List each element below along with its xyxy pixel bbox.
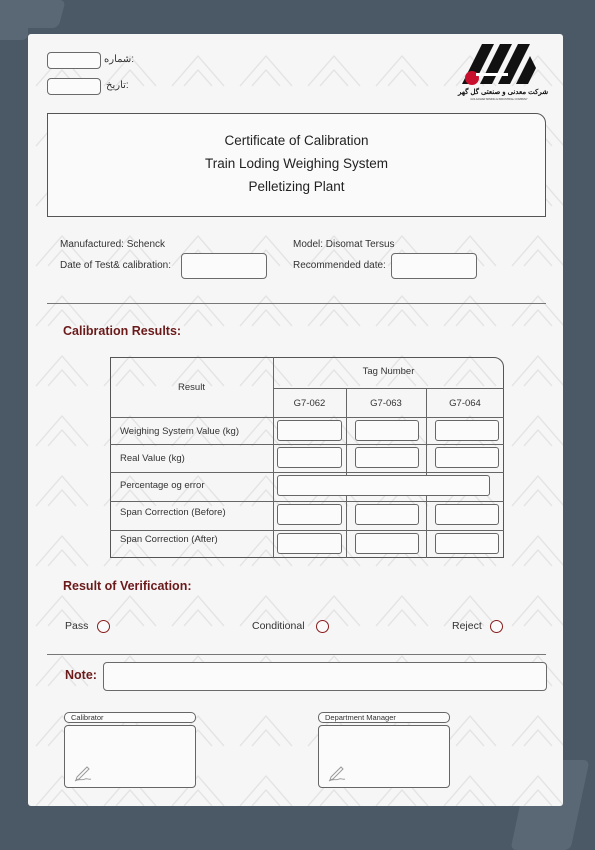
input-weighing-g7-063[interactable] (355, 420, 419, 441)
logo-mark-icon (458, 40, 540, 90)
note-field[interactable] (103, 662, 547, 691)
signature-pen-icon (327, 762, 347, 782)
conditional-radio[interactable] (316, 620, 329, 633)
conditional-label: Conditional (252, 620, 305, 632)
recommended-date-field[interactable] (391, 253, 477, 279)
input-span-before-g7-062[interactable] (277, 504, 342, 525)
certificate-page (28, 34, 563, 806)
tag-g7-063: G7-063 (370, 398, 402, 409)
input-weighing-g7-062[interactable] (277, 420, 342, 441)
pass-label: Pass (65, 620, 89, 632)
table-grid (110, 530, 504, 531)
title-line-1: Certificate of Calibration (224, 133, 369, 148)
logo-text: شرکت معدنی و صنعتی گل گهر (458, 89, 549, 96)
number-label: شماره: (104, 54, 135, 65)
note-label: Note: (65, 668, 97, 682)
reject-radio[interactable] (490, 620, 503, 633)
test-date-label: Date of Test& calibration: (60, 260, 171, 271)
row-percentage-error: Percentage og error (120, 480, 205, 491)
row-span-correction-before: Span Correction (Before) (120, 507, 226, 518)
input-span-before-g7-064[interactable] (435, 504, 499, 525)
reject-label: Reject (452, 620, 482, 632)
verification-heading: Result of Verification: (63, 579, 192, 593)
divider (47, 654, 546, 655)
row-weighing-system-value: Weighing System Value (kg) (120, 426, 239, 437)
tag-g7-062: G7-062 (293, 398, 326, 409)
table-grid (110, 444, 504, 445)
test-date-field[interactable] (181, 253, 267, 279)
date-label: تاریخ: (106, 80, 129, 91)
recommended-date-label: Recommended date: (293, 260, 386, 271)
company-logo (458, 40, 549, 102)
input-span-after-g7-063[interactable] (355, 533, 419, 554)
input-weighing-g7-064[interactable] (435, 420, 499, 441)
table-grid (110, 501, 504, 502)
table-grid (273, 388, 504, 389)
manufacturer-text: Manufactured: Schenck (60, 239, 166, 250)
title-line-3: Pelletizing Plant (248, 179, 345, 194)
number-field[interactable] (47, 52, 101, 69)
calibrator-label: Calibrator (64, 712, 196, 723)
table-grid (110, 417, 504, 418)
logo-subtext: GOLGOHAR MINING & INDUSTRIAL COMPANY (470, 98, 528, 101)
background-shape (8, 0, 66, 28)
title-block (47, 113, 546, 217)
manager-label: Department Manager (318, 712, 450, 723)
row-span-correction-after: Span Correction (After) (120, 534, 218, 545)
tag-g7-064: G7-064 (449, 398, 481, 409)
pass-radio[interactable] (97, 620, 110, 633)
signature-pen-icon (73, 762, 93, 782)
tag-number-header: Tag Number (362, 366, 415, 377)
input-percentage-error[interactable] (277, 475, 490, 496)
table-grid (426, 388, 427, 558)
calibration-results-heading: Calibration Results: (63, 324, 182, 338)
title-line-2: Train Loding Weighing System (204, 156, 389, 171)
row-real-value: Real Value (kg) (120, 453, 185, 464)
input-span-after-g7-064[interactable] (435, 533, 499, 554)
date-field[interactable] (47, 78, 101, 95)
table-grid (346, 388, 347, 558)
result-header: Result (178, 382, 205, 393)
input-real-g7-063[interactable] (355, 447, 419, 468)
input-span-after-g7-062[interactable] (277, 533, 342, 554)
divider (47, 303, 546, 304)
model-text: Model: Disomat Tersus (293, 239, 395, 250)
manager-signature-box[interactable] (318, 725, 450, 788)
table-grid (110, 472, 504, 473)
input-real-g7-064[interactable] (435, 447, 499, 468)
calibrator-signature-box[interactable] (64, 725, 196, 788)
input-span-before-g7-063[interactable] (355, 504, 419, 525)
input-real-g7-062[interactable] (277, 447, 342, 468)
